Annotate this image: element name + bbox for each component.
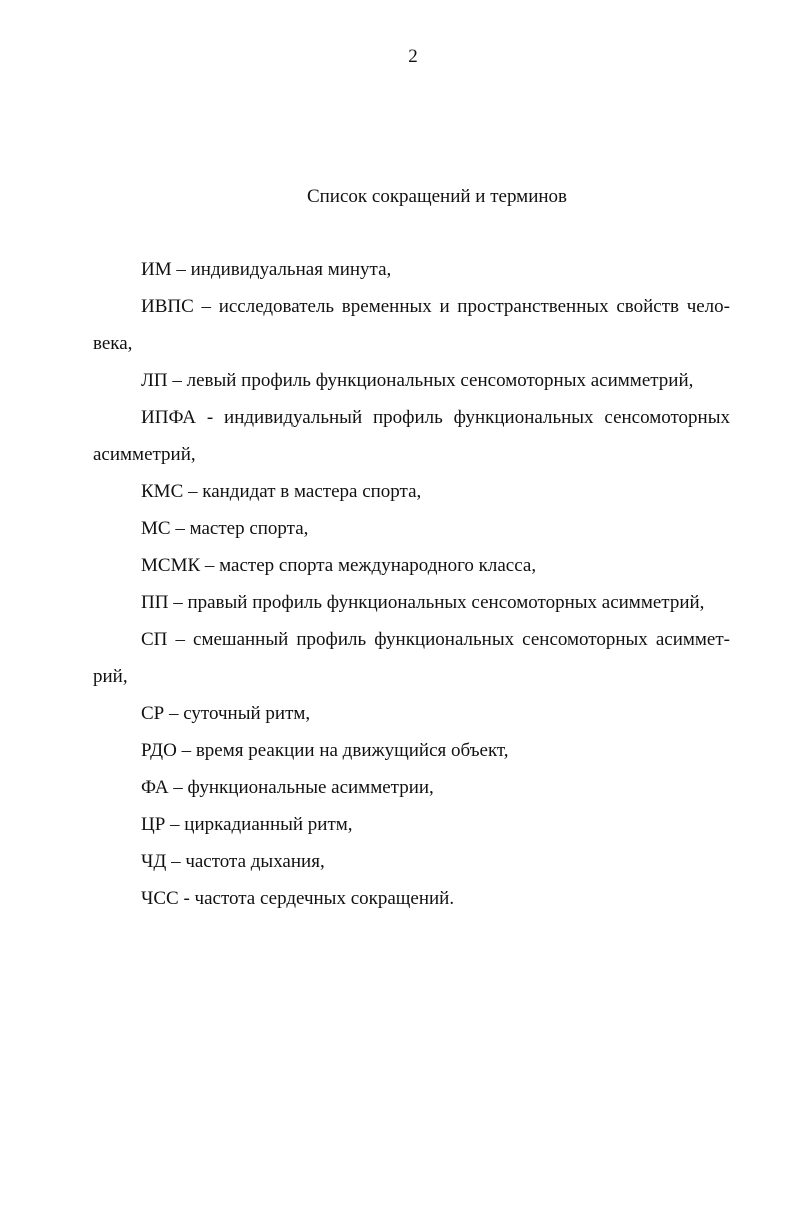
definition: кандидат в мастера спорта, bbox=[202, 481, 422, 502]
definition: частота дыхания, bbox=[185, 851, 325, 872]
separator: – bbox=[165, 814, 185, 835]
list-item bbox=[93, 621, 730, 695]
page-number: 2 bbox=[408, 46, 418, 67]
page-title: Список сокращений и терминов bbox=[306, 186, 568, 207]
abbreviation: ИВПС bbox=[141, 296, 194, 317]
definition: время реакции на движущийся объект, bbox=[195, 740, 509, 761]
abbreviation: ЧСС bbox=[141, 888, 179, 909]
abbreviation-list bbox=[93, 251, 730, 917]
list-item bbox=[93, 362, 730, 399]
list-item bbox=[93, 288, 730, 362]
separator: – bbox=[167, 370, 187, 391]
abbreviation: МСМК bbox=[141, 555, 201, 576]
list-item bbox=[93, 251, 730, 288]
abbreviation: ЧД bbox=[141, 851, 167, 872]
definition: правый профиль функциональных сенсомоторных асимметрий, bbox=[187, 592, 705, 613]
abbreviation: РДО bbox=[141, 740, 177, 761]
separator: - bbox=[195, 407, 225, 428]
abbreviation: МС bbox=[141, 518, 171, 539]
list-item bbox=[93, 473, 730, 510]
definition: суточный ритм, bbox=[183, 703, 311, 724]
abbreviation: СР bbox=[141, 703, 165, 724]
list-item bbox=[93, 399, 730, 473]
entry-line bbox=[93, 621, 730, 658]
separator: – bbox=[171, 259, 191, 280]
separator: – bbox=[167, 629, 194, 650]
abbreviation: ИПФА bbox=[141, 407, 196, 428]
definition: индивидуальный профиль функциональных сенсомоторных bbox=[224, 407, 730, 428]
definition-continuation: века, bbox=[93, 333, 133, 354]
list-item bbox=[93, 547, 730, 584]
separator: – bbox=[168, 592, 188, 613]
abbreviation: СП bbox=[141, 629, 168, 650]
list-item bbox=[93, 769, 730, 806]
separator: – bbox=[166, 851, 186, 872]
definition: мастер спорта, bbox=[189, 518, 309, 539]
separator: – bbox=[170, 518, 190, 539]
list-item bbox=[93, 695, 730, 732]
definition: исследователь временных и пространственных свойств чело- bbox=[218, 296, 730, 317]
definition: смешанный профиль функциональных сенсомоторных асиммет- bbox=[193, 629, 730, 650]
abbreviation: КМС bbox=[141, 481, 184, 502]
abbreviation: ИМ bbox=[141, 259, 172, 280]
list-item bbox=[93, 510, 730, 547]
entry-line bbox=[93, 288, 730, 325]
abbreviation: ЛП bbox=[141, 370, 168, 391]
separator: – bbox=[168, 777, 188, 798]
entry-line bbox=[93, 399, 730, 436]
definition-continuation: асимметрий, bbox=[93, 444, 196, 465]
definition: левый профиль функциональных сенсомоторных асимметрий, bbox=[186, 370, 694, 391]
definition: частота сердечных сокращений. bbox=[194, 888, 455, 909]
separator: – bbox=[183, 481, 203, 502]
list-item bbox=[93, 806, 730, 843]
separator: – bbox=[193, 296, 219, 317]
abbreviation: ФА bbox=[141, 777, 169, 798]
separator: – bbox=[176, 740, 196, 761]
definition: функциональные асимметрии, bbox=[187, 777, 434, 798]
definition: циркадианный ритм, bbox=[184, 814, 353, 835]
definition-continuation: рий, bbox=[93, 666, 128, 687]
definition: мастер спорта международного класса, bbox=[219, 555, 537, 576]
separator: - bbox=[178, 888, 195, 909]
separator: – bbox=[164, 703, 184, 724]
abbreviation: ЦР bbox=[141, 814, 166, 835]
list-item bbox=[93, 880, 730, 917]
list-item bbox=[93, 584, 730, 621]
list-item bbox=[93, 732, 730, 769]
separator: – bbox=[200, 555, 220, 576]
definition: индивидуальная минута, bbox=[190, 259, 392, 280]
abbreviation: ПП bbox=[141, 592, 169, 613]
list-item bbox=[93, 843, 730, 880]
